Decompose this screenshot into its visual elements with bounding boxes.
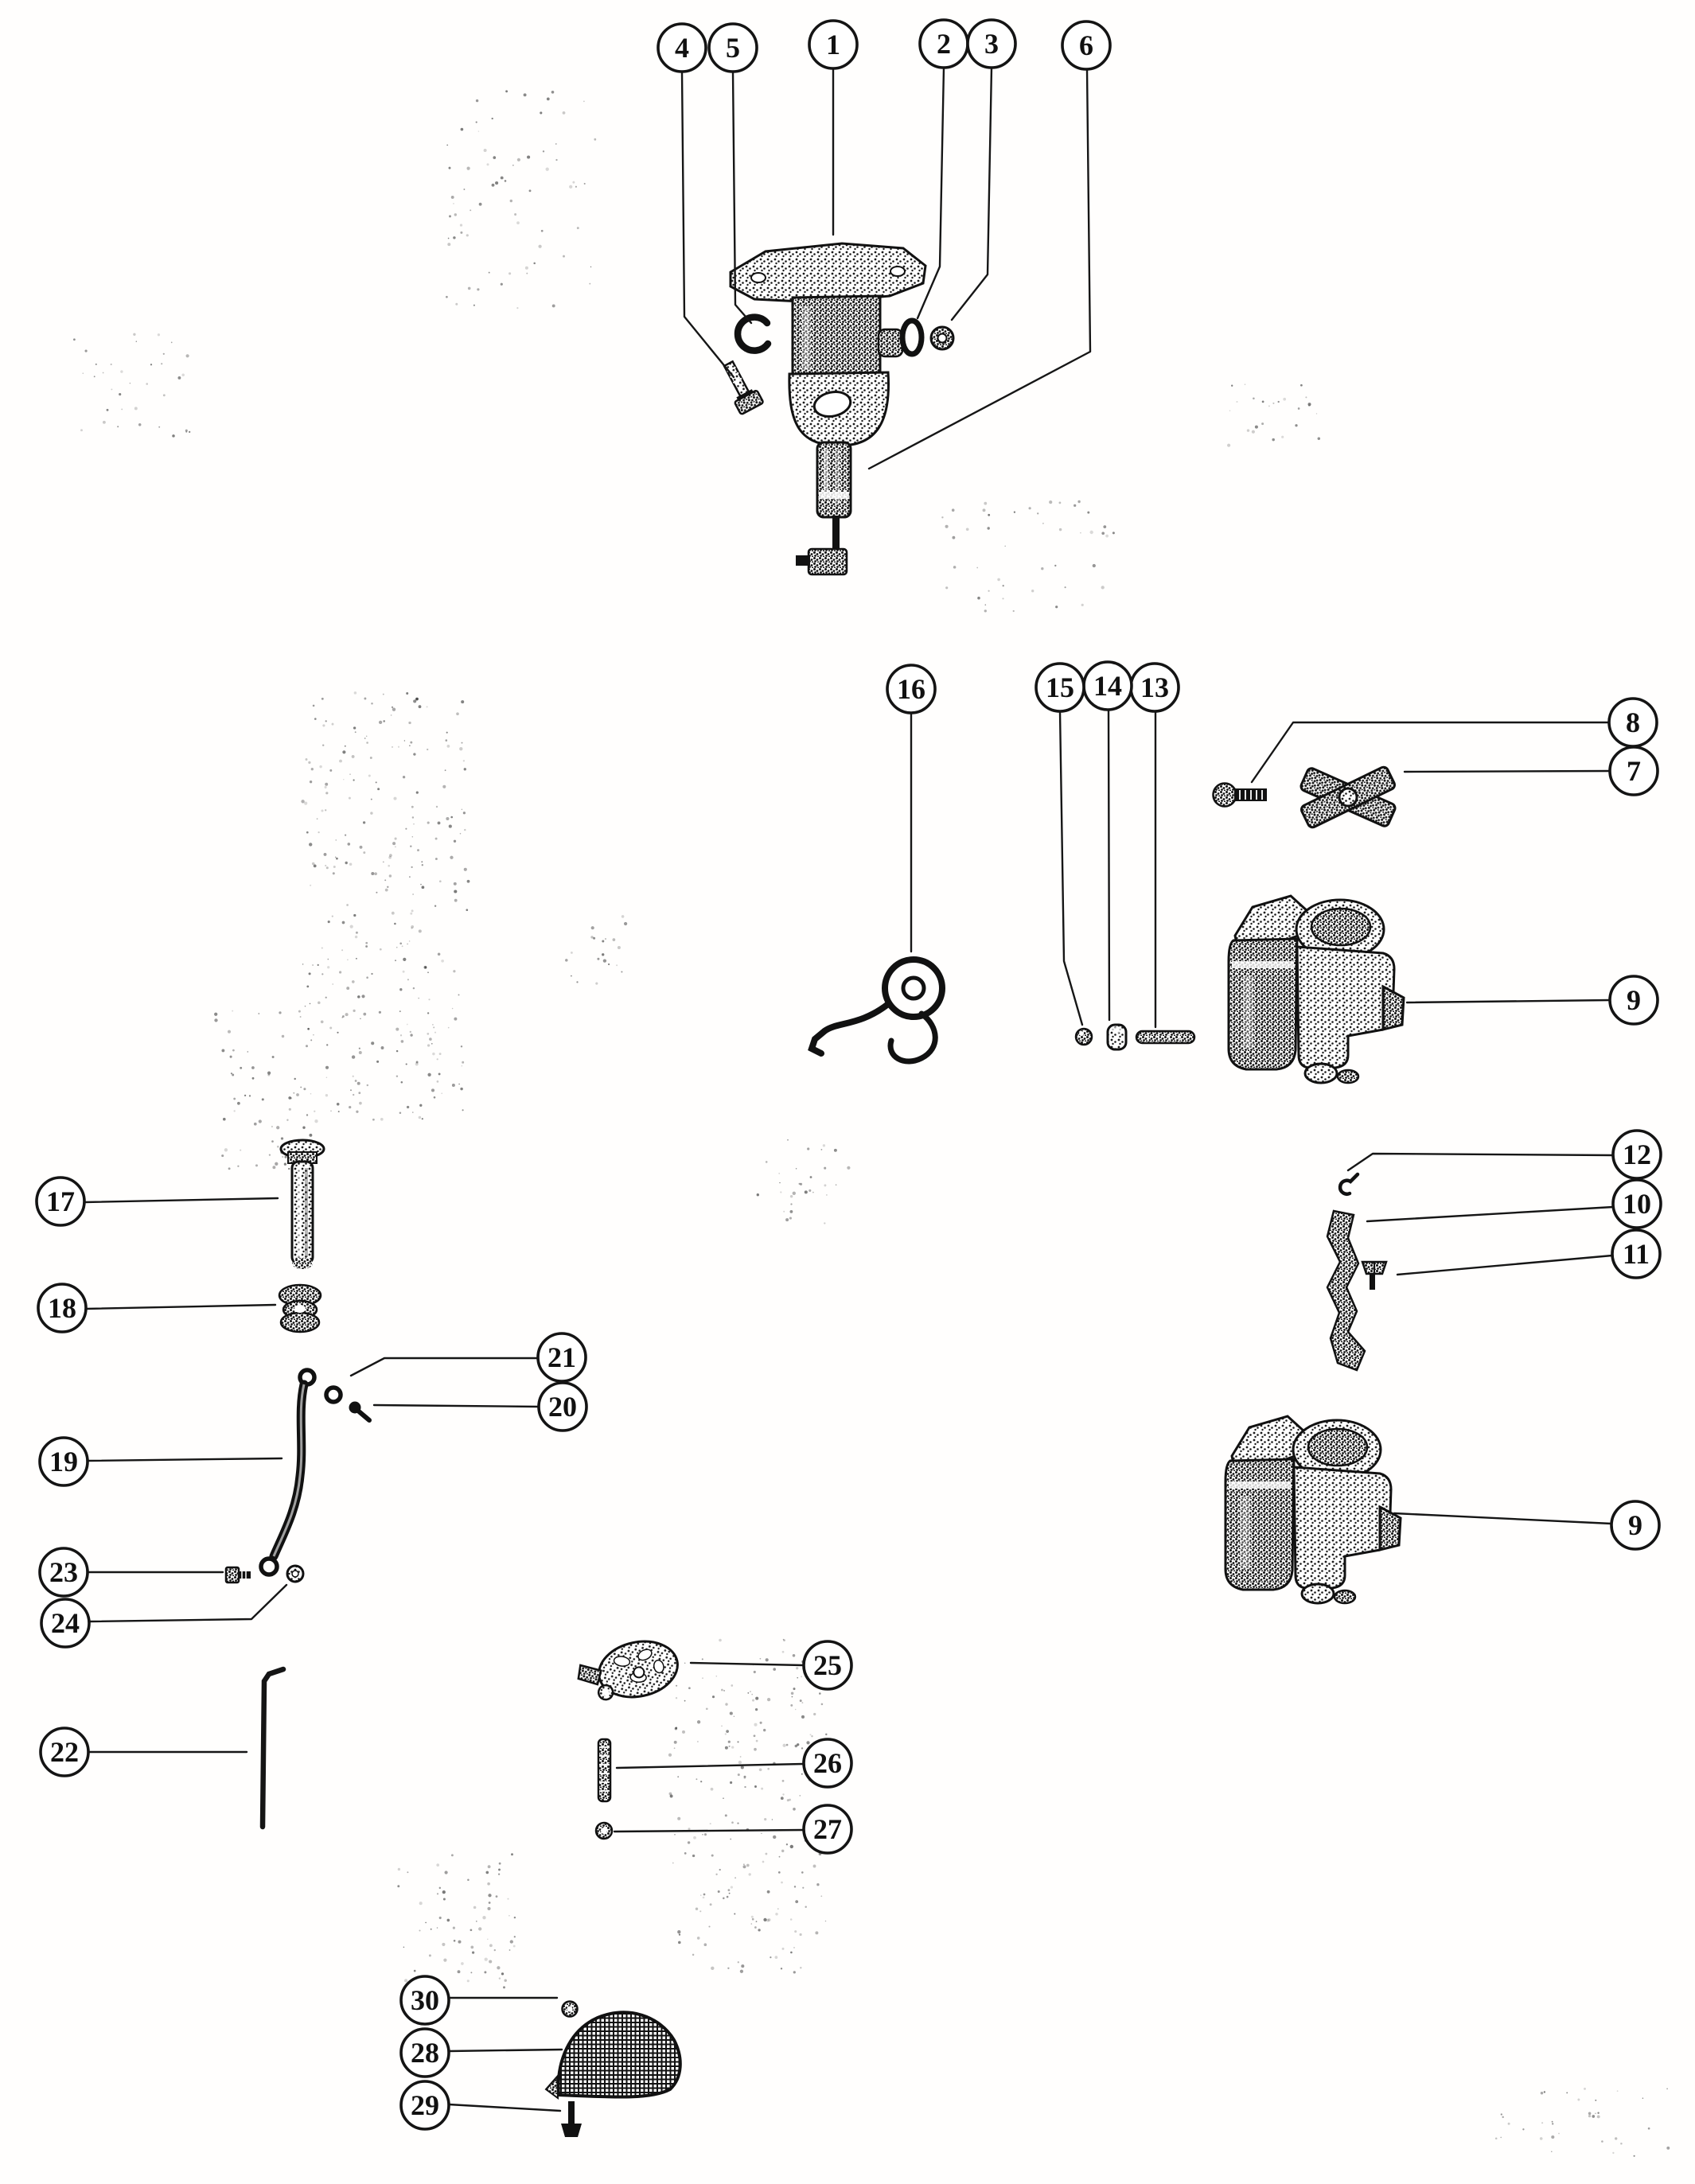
part-illustration-21 [326,1388,341,1402]
callout-number-12: 12 [1623,1139,1651,1170]
callout-leader-19 [88,1458,282,1461]
callout-number-13: 13 [1140,672,1169,703]
callout-number-26: 26 [813,1747,842,1779]
callout-number-9a: 9 [1627,984,1641,1016]
part-illustration-28 [546,2012,680,2098]
part-illustration-27 [596,1823,612,1839]
callout-leader-17 [84,1198,278,1202]
part-illustration-22 [263,1669,283,1827]
callout-leader-9b [1394,1513,1611,1524]
callout-number-27: 27 [813,1813,842,1845]
callout-leader-26 [617,1764,804,1768]
part-illustration-9-lower [1225,1416,1401,1603]
callout-number-4: 4 [675,32,689,64]
callout-number-22: 22 [50,1736,79,1768]
callout-leader-27 [614,1830,804,1832]
callout-leader-12 [1348,1154,1613,1170]
callout-leader-21 [351,1358,539,1376]
callout-leader-18 [86,1305,275,1309]
callout-leader-20 [374,1405,539,1407]
callout-number-8: 8 [1626,707,1640,738]
part-illustration-16 [812,960,942,1061]
part-illustration-25 [574,1634,683,1708]
callout-number-1: 1 [826,29,840,60]
part-illustration-24 [287,1566,303,1582]
part-illustrations [226,243,1404,2137]
callout-number-23: 23 [49,1556,78,1588]
callout-number-7: 7 [1627,755,1641,787]
callout-number-14: 14 [1093,670,1122,702]
callout-number-29: 29 [411,2089,439,2121]
callout-number-2: 2 [937,28,951,60]
callout-number-16: 16 [897,673,925,705]
callout-number-10: 10 [1623,1188,1651,1220]
part-illustration-9-upper [1229,896,1404,1083]
callout-number-20: 20 [548,1391,577,1423]
part-illustration-1 [731,243,925,446]
callout-leader-10 [1367,1207,1613,1221]
callout-number-24: 24 [51,1607,80,1639]
callout-number-15: 15 [1046,672,1074,703]
part-illustration-19 [261,1370,314,1575]
part-illustration-8 [1214,784,1268,807]
callout-leader-3 [952,68,992,320]
callout-leader-11 [1397,1256,1612,1275]
part-illustration-11 [1362,1262,1386,1290]
callout-leader-15 [1060,711,1082,1025]
callout-number-3: 3 [984,28,999,60]
part-illustration-5 [738,317,768,351]
part-illustration-7 [1300,765,1397,829]
part-illustration-26 [598,1739,610,1801]
callout-number-30: 30 [411,1984,439,2016]
part-illustration-15 [1076,1029,1092,1045]
part-illustration-20 [349,1402,370,1421]
part-illustration-10 [1327,1211,1365,1370]
callout-leader-24 [89,1585,286,1621]
part-illustration-14 [1108,1025,1126,1049]
callout-leader-25 [691,1663,804,1665]
part-illustration-3 [931,327,953,349]
callout-leader-4 [682,72,734,377]
callout-number-18: 18 [48,1292,76,1324]
callout-leader-28 [449,2050,562,2051]
callout-number-28: 28 [411,2037,439,2069]
part-illustration-13 [1136,1031,1194,1043]
callout-number-11: 11 [1622,1238,1650,1270]
callout-number-25: 25 [813,1649,842,1681]
callout-leader-29 [449,2104,560,2111]
part-illustration-30 [563,2002,578,2017]
callout-number-6: 6 [1079,29,1093,61]
callout-number-9b: 9 [1628,1509,1642,1541]
part-illustration-17 [281,1140,324,1269]
callout-number-19: 19 [49,1446,78,1477]
callout-number-21: 21 [547,1341,576,1373]
part-illustration-18 [279,1285,321,1332]
callout-number-5: 5 [726,32,740,64]
part-illustration-2 [902,321,922,354]
part-illustration-12 [1340,1174,1358,1194]
part-illustration-23 [226,1567,251,1583]
callout-leader-7 [1405,771,1610,772]
callout-leader-9a [1407,1000,1610,1002]
callout-number-17: 17 [46,1185,75,1217]
part-illustration-29 [561,2101,582,2137]
part-illustration-6 [796,442,851,574]
